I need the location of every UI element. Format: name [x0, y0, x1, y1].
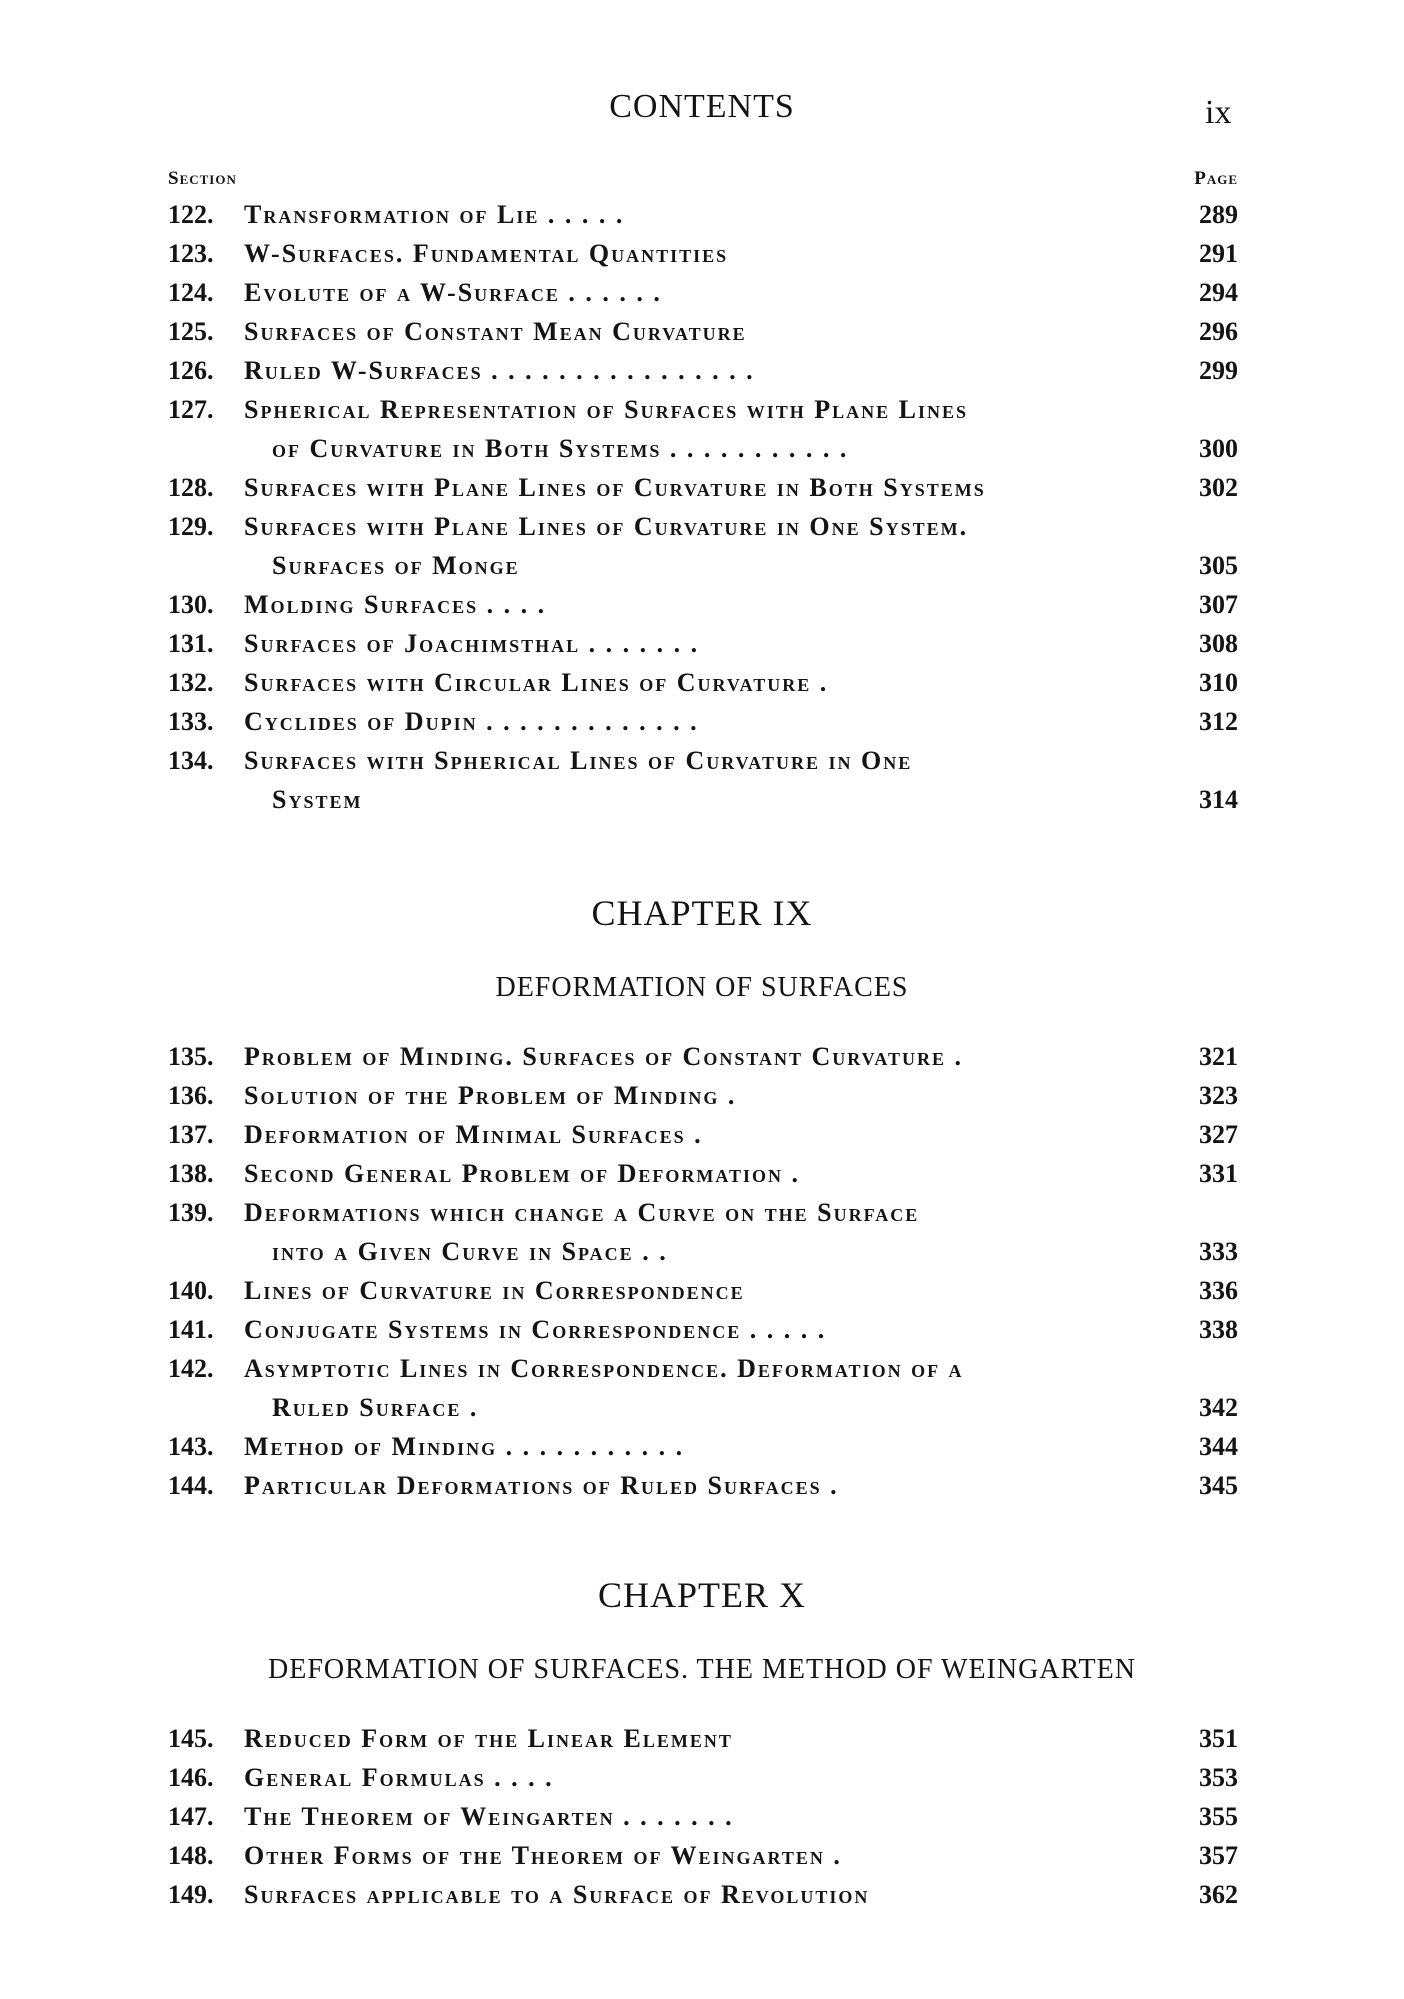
- section-title: System: [272, 785, 363, 814]
- section-number: 124.: [168, 278, 214, 307]
- section-number: 131.: [168, 629, 214, 658]
- page-ref: 333: [1199, 1237, 1238, 1266]
- section-number: 129.: [168, 512, 214, 541]
- toc-entry: [168, 1198, 1238, 1238]
- toc-entry: [168, 1120, 1238, 1160]
- section-number: 139.: [168, 1198, 214, 1227]
- section-title: Deformations which change a Curve on the Surface: [244, 1198, 920, 1227]
- page-title: CONTENTS: [609, 88, 795, 125]
- toc-entry: [168, 317, 1238, 357]
- section-number: 144.: [168, 1471, 214, 1500]
- toc-entry: [168, 1880, 1238, 1920]
- page-ref: 351: [1199, 1724, 1238, 1753]
- page-ref: 321: [1199, 1042, 1238, 1071]
- section-title: General Formulas . . . .: [244, 1763, 554, 1792]
- section-title: The Theorem of Weingarten . . . . . . .: [244, 1802, 734, 1831]
- toc-entry: [168, 356, 1238, 396]
- toc-entry: [168, 590, 1238, 630]
- toc-entry: [168, 395, 1238, 435]
- section-title: Second General Problem of Deformation .: [244, 1159, 801, 1188]
- section-title: Particular Deformations of Ruled Surfaces .: [244, 1471, 839, 1500]
- toc-entry: [168, 239, 1238, 279]
- section-number: 133.: [168, 707, 214, 736]
- page-ref: 289: [1199, 200, 1238, 229]
- section-title: Transformation of Lie . . . . .: [244, 200, 625, 229]
- section-title: Ruled W-Surfaces . . . . . . . . . . . . . . . .: [244, 356, 755, 385]
- page-ref: 307: [1199, 590, 1238, 619]
- chapter-x-title: CHAPTER X: [597, 1575, 807, 1615]
- toc-entry: [168, 1315, 1238, 1355]
- toc-entry: [168, 1724, 1238, 1764]
- section-title: Surfaces of Monge: [272, 551, 520, 580]
- page-number: ix: [1205, 94, 1232, 131]
- page-ref: 291: [1199, 239, 1238, 268]
- toc-entry: [168, 1841, 1238, 1881]
- section-number: 137.: [168, 1120, 214, 1149]
- section-title: Spherical Representation of Surfaces with Plane Lines: [244, 395, 969, 424]
- section-title: of Curvature in Both Systems . . . . . . . . . . .: [272, 434, 849, 463]
- section-number: 126.: [168, 356, 214, 385]
- section-column-header: Section: [168, 168, 237, 189]
- section-number: 122.: [168, 200, 214, 229]
- section-title: Lines of Curvature in Correspondence: [244, 1276, 745, 1305]
- toc-entry: [168, 746, 1238, 786]
- page-ref: 345: [1199, 1471, 1238, 1500]
- toc-entry: [168, 1276, 1238, 1316]
- toc-entry: [168, 629, 1238, 669]
- page-ref: 353: [1199, 1763, 1238, 1792]
- section-number: 134.: [168, 746, 214, 775]
- toc-entry: [168, 1763, 1238, 1803]
- toc-entry: [168, 278, 1238, 318]
- section-number: 140.: [168, 1276, 214, 1305]
- page-ref: 323: [1199, 1081, 1238, 1110]
- page-ref: 294: [1199, 278, 1238, 307]
- page-ref: 312: [1199, 707, 1238, 736]
- page-ref: 314: [1199, 785, 1238, 814]
- page-ref: 344: [1199, 1432, 1238, 1461]
- toc-entry: [168, 1081, 1238, 1121]
- page-ref: 338: [1199, 1315, 1238, 1344]
- section-number: 128.: [168, 473, 214, 502]
- chapter-x-subtitle: DEFORMATION OF SURFACES. THE METHOD OF WEINGARTEN: [268, 1654, 1136, 1685]
- section-number: 135.: [168, 1042, 214, 1071]
- page-ref: 362: [1199, 1880, 1238, 1909]
- section-title: Surfaces with Circular Lines of Curvature .: [244, 668, 829, 697]
- section-title: Reduced Form of the Linear Element: [244, 1724, 733, 1753]
- section-number: 149.: [168, 1880, 214, 1909]
- toc-entry: [168, 1159, 1238, 1199]
- toc-entry: [168, 668, 1238, 708]
- toc-entry: [168, 1471, 1238, 1511]
- section-number: 130.: [168, 590, 214, 619]
- page-ref: 296: [1199, 317, 1238, 346]
- section-title: Deformation of Minimal Surfaces .: [244, 1120, 703, 1149]
- section-number: 141.: [168, 1315, 214, 1344]
- section-title: Surfaces with Plane Lines of Curvature in One System.: [244, 512, 969, 541]
- toc-entry: [168, 1237, 1238, 1277]
- page-ref: 355: [1199, 1802, 1238, 1831]
- section-number: 148.: [168, 1841, 214, 1870]
- section-number: 136.: [168, 1081, 214, 1110]
- page-ref: 327: [1199, 1120, 1238, 1149]
- section-title: Solution of the Problem of Minding .: [244, 1081, 737, 1110]
- section-title: into a Given Curve in Space . .: [272, 1237, 668, 1266]
- toc-entry: [168, 473, 1238, 513]
- page-ref: 299: [1199, 356, 1238, 385]
- page-ref: 357: [1199, 1841, 1238, 1870]
- section-number: 143.: [168, 1432, 214, 1461]
- page-ref: 305: [1199, 551, 1238, 580]
- page-ref: 302: [1199, 473, 1238, 502]
- page-ref: 331: [1199, 1159, 1238, 1188]
- page-ref: 300: [1199, 434, 1238, 463]
- section-title: Ruled Surface .: [272, 1393, 479, 1422]
- toc-entry: [168, 1354, 1238, 1394]
- toc-entry: [168, 707, 1238, 747]
- section-title: Other Forms of the Theorem of Weingarten .: [244, 1841, 842, 1870]
- section-number: 132.: [168, 668, 214, 697]
- section-number: 146.: [168, 1763, 214, 1792]
- section-number: 123.: [168, 239, 214, 268]
- toc-entry: [168, 1393, 1238, 1433]
- toc-entry: [168, 434, 1238, 474]
- section-title: Surfaces of Joachimsthal . . . . . . .: [244, 629, 700, 658]
- page-ref: 310: [1199, 668, 1238, 697]
- toc-entry: [168, 1432, 1238, 1472]
- section-number: 142.: [168, 1354, 214, 1383]
- section-title: Surfaces with Spherical Lines of Curvature in One: [244, 746, 913, 775]
- section-title: Evolute of a W-Surface . . . . . .: [244, 278, 662, 307]
- page-column-header: Page: [1194, 168, 1238, 189]
- chapter-ix-title: CHAPTER IX: [591, 893, 813, 933]
- section-number: 147.: [168, 1802, 214, 1831]
- section-number: 125.: [168, 317, 214, 346]
- section-title: Method of Minding . . . . . . . . . . .: [244, 1432, 685, 1461]
- section-number: 145.: [168, 1724, 214, 1753]
- section-title: Surfaces with Plane Lines of Curvature in Both Systems: [244, 473, 986, 502]
- toc-entry: [168, 1802, 1238, 1842]
- section-title: Cyclides of Dupin . . . . . . . . . . . . .: [244, 707, 699, 736]
- toc-entry: [168, 785, 1238, 825]
- page-ref: 308: [1199, 629, 1238, 658]
- page-ref: 336: [1199, 1276, 1238, 1305]
- section-title: Problem of Minding. Surfaces of Constant Curvature .: [244, 1042, 964, 1071]
- toc-entry: [168, 1042, 1238, 1082]
- section-title: Surfaces of Constant Mean Curvature: [244, 317, 747, 346]
- section-title: W-Surfaces. Fundamental Quantities: [244, 239, 729, 268]
- section-title: Molding Surfaces . . . .: [244, 590, 547, 619]
- chapter-ix-subtitle: DEFORMATION OF SURFACES: [495, 972, 909, 1003]
- section-number: 127.: [168, 395, 214, 424]
- section-title: Conjugate Systems in Correspondence . . . . .: [244, 1315, 827, 1344]
- toc-entry: [168, 200, 1238, 240]
- toc-entry: [168, 512, 1238, 552]
- section-title: Surfaces applicable to a Surface of Revolution: [244, 1880, 870, 1909]
- page-ref: 342: [1199, 1393, 1238, 1422]
- section-number: 138.: [168, 1159, 214, 1188]
- toc-entry: [168, 551, 1238, 591]
- section-title: Asymptotic Lines in Correspondence. Deformation of a: [244, 1354, 964, 1383]
